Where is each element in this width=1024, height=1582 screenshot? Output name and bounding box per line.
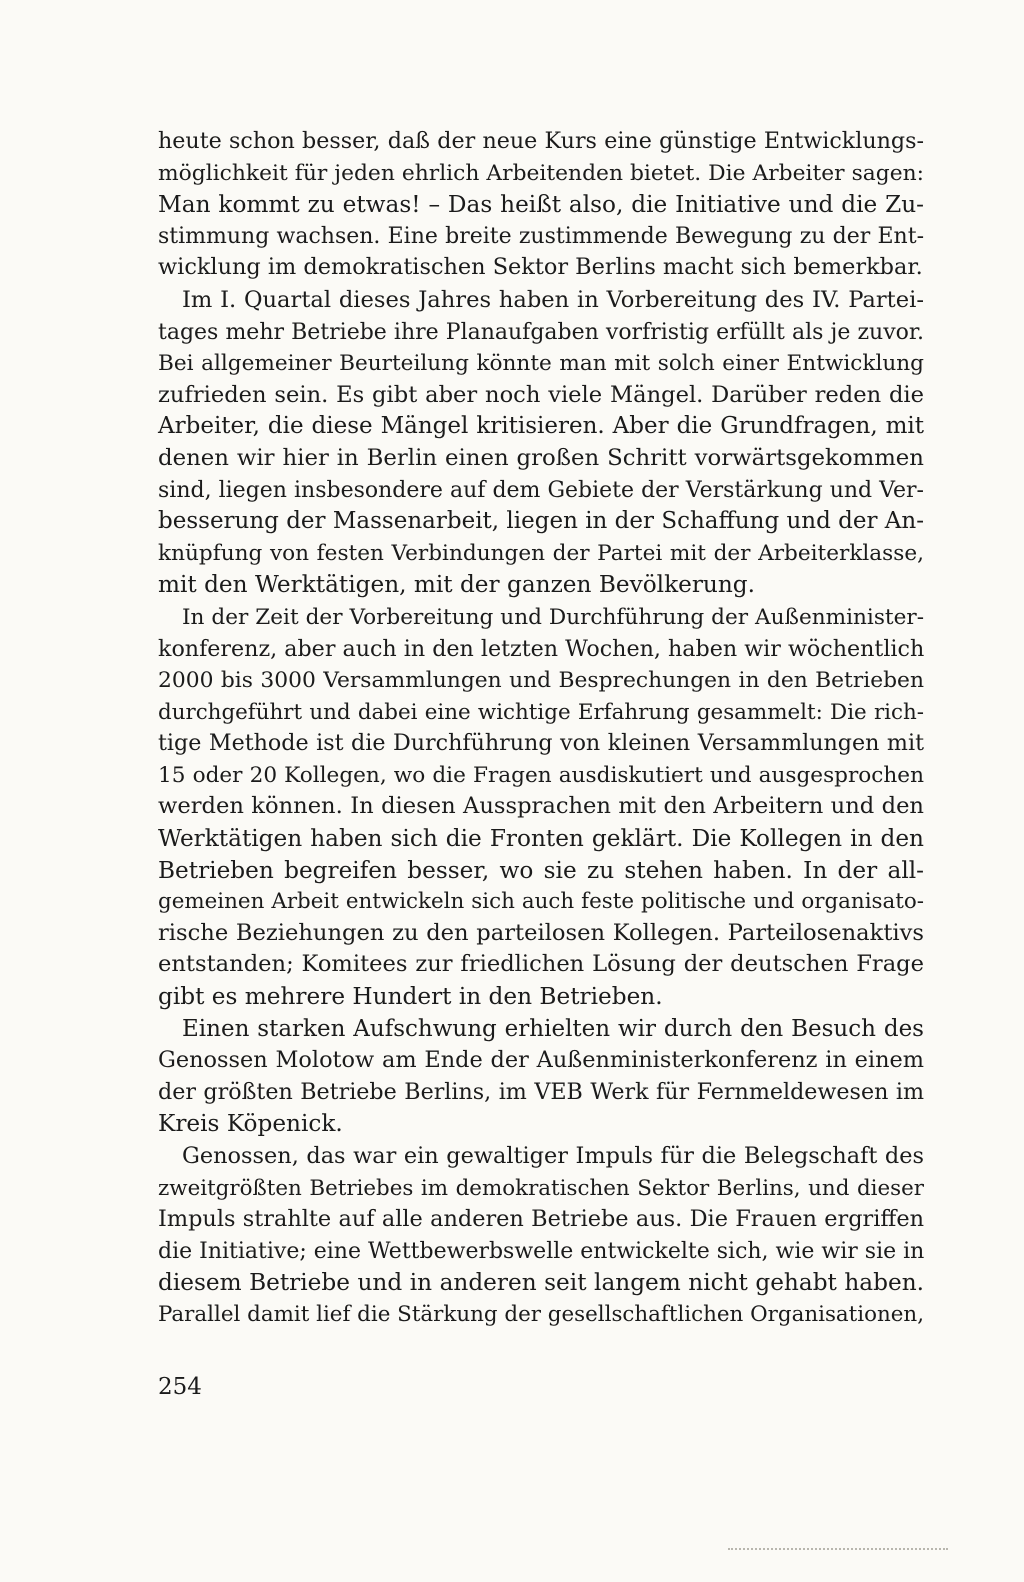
paragraph [158, 126, 924, 284]
text-line: 15 oder 20 Kollegen, wo die Fragen ausdiskutiert und ausgesprochen [158, 762, 924, 788]
text-line: Man kommt zu etwas! – Das heißt also, die Initiative und die Zu- [158, 191, 924, 219]
text-line: zufrieden sein. Es gibt aber noch viele Mängel. Darüber reden die [158, 381, 924, 408]
text-line: 2000 bis 3000 Versammlungen und Besprechungen in den Betrieben [158, 668, 924, 694]
text-line: wicklung im demokratischen Sektor Berlins macht sich bemerkbar. [158, 254, 923, 281]
text-line: werden können. In diesen Aussprachen mit den Arbeitern und den [158, 793, 924, 820]
text-line: In der Zeit der Vorbereitung und Durchführung der Außenminister- [182, 604, 924, 630]
text-line: Im I. Quartal dieses Jahres haben in Vorbereitung des IV. Partei- [182, 286, 924, 313]
text-line: entstanden; Komitees zur friedlichen Lösung der deutschen Frage [158, 951, 924, 978]
bottom-edge-artifact [728, 1548, 948, 1550]
text-line: Parallel damit lief die Stärkung der gesellschaftlichen Organisationen, [158, 1301, 924, 1327]
text-line: Kreis Köpenick. [158, 1110, 343, 1138]
text-line: Werktätigen haben sich die Fronten geklärt. Die Kollegen in den [158, 825, 924, 853]
text-line: knüpfung von festen Verbindungen der Partei mit der Arbeiterklasse, [158, 540, 924, 566]
paragraph [158, 1141, 924, 1331]
text-line: Betrieben begreifen besser, wo sie zu stehen haben. In der all- [158, 856, 924, 884]
page-number: 254 [158, 1374, 202, 1400]
text-line: heute schon besser, daß der neue Kurs eine günstige Entwicklungs- [158, 128, 924, 154]
text-line: zweitgrößten Betriebes im demokratischen Sektor Berlins, und dieser [158, 1175, 924, 1201]
text-line: gemeinen Arbeit entwickeln sich auch feste politische und organisato- [158, 889, 924, 915]
text-line: Genossen Molotow am Ende der Außenministerkonferenz in einem [158, 1047, 924, 1074]
text-line: durchgeführt und dabei eine wichtige Erfahrung gesammelt: Die rich- [158, 699, 924, 725]
text-line: Einen starken Aufschwung erhielten wir durch den Besuch des [182, 1015, 924, 1042]
text-line: rische Beziehungen zu den parteilosen Kollegen. Parteilosenaktivs [158, 919, 924, 946]
text-line: der größten Betriebe Berlins, im VEB Werk für Fernmeldewesen im [158, 1078, 924, 1105]
text-line: stimmung wachsen. Eine breite zustimmende Bewegung zu der Ent- [158, 223, 924, 249]
text-line: gibt es mehrere Hundert in den Betrieben. [158, 983, 663, 1011]
text-line: sind, liegen insbesondere auf dem Gebiete der Verstärkung und Ver- [158, 477, 924, 503]
text-line: diesem Betriebe und in anderen seit langem nicht gehabt haben. [158, 1269, 924, 1297]
page-body [158, 126, 924, 1332]
text-line: denen wir hier in Berlin einen großen Schritt vorwärtsgekommen [158, 444, 924, 471]
text-line: tages mehr Betriebe ihre Planaufgaben vorfristig erfüllt als je zuvor. [158, 319, 924, 345]
text-line: möglichkeit für jeden ehrlich Arbeitenden bietet. Die Arbeiter sagen: [158, 160, 924, 186]
text-line: die Initiative; eine Wettbewerbswelle entwickelte sich, wie wir sie in [158, 1238, 925, 1264]
text-line: tige Methode ist die Durchführung von kleinen Versammlungen mit [158, 730, 924, 757]
text-line: Genossen, das war ein gewaltiger Impuls für die Belegschaft des [182, 1143, 924, 1169]
paragraph [158, 602, 924, 1013]
text-line: Arbeiter, die diese Mängel kritisieren. Aber die Grundfragen, mit [158, 413, 924, 440]
text-line: mit den Werktätigen, mit der ganzen Bevölkerung. [158, 571, 756, 599]
text-line: besserung der Massenarbeit, liegen in der Schaffung und der An- [158, 508, 924, 535]
paragraph [158, 1014, 924, 1140]
text-line: Impuls strahlte auf alle anderen Betriebe aus. Die Frauen ergriffen [158, 1206, 924, 1233]
text-line: konferenz, aber auch in den letzten Wochen, haben wir wöchentlich [158, 635, 925, 662]
text-line: Bei allgemeiner Beurteilung könnte man mit solch einer Entwicklung [158, 351, 924, 377]
paragraph [158, 285, 924, 601]
